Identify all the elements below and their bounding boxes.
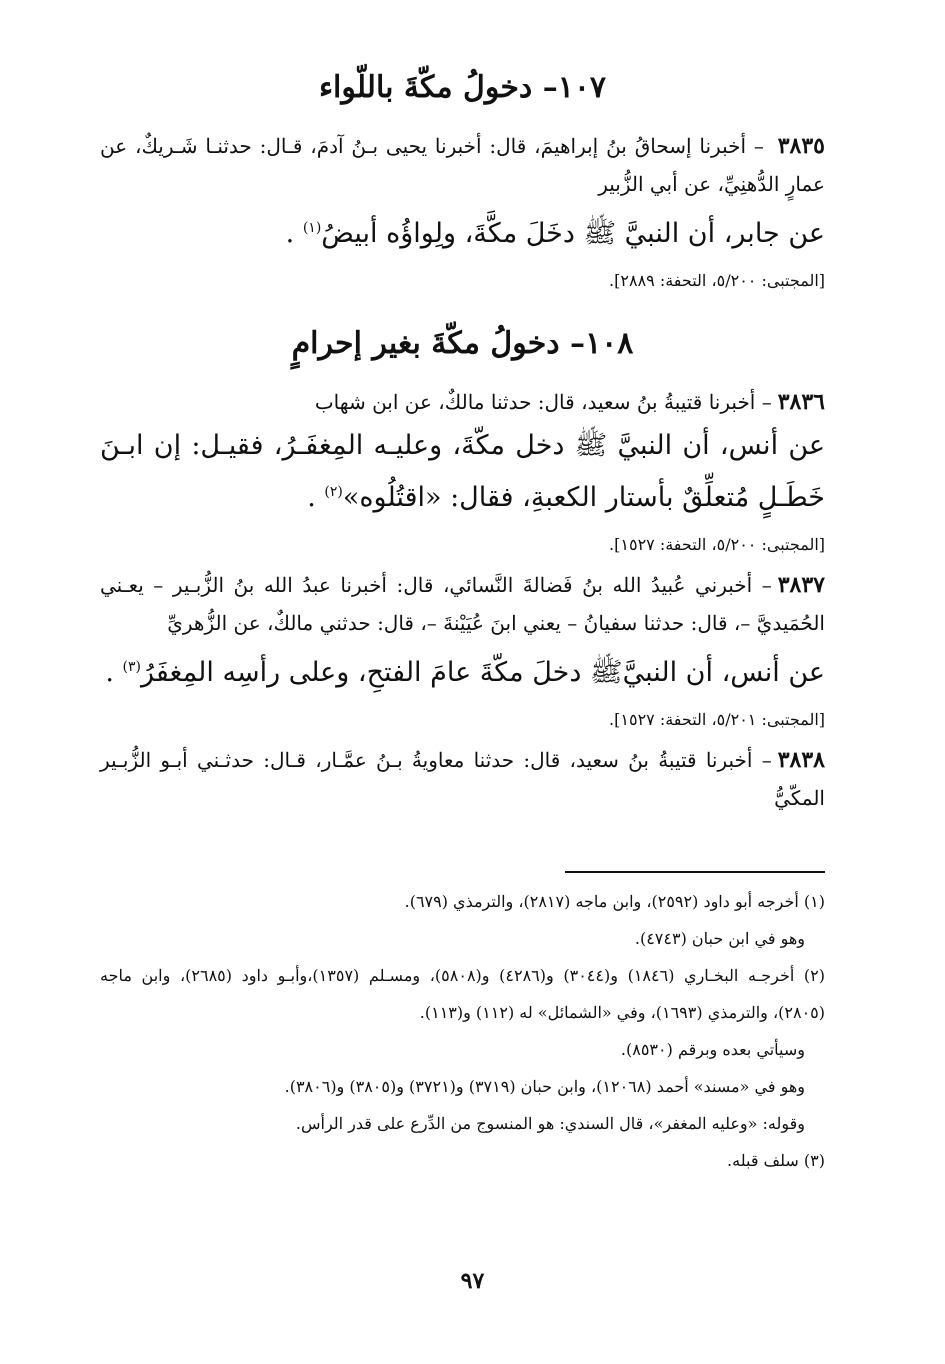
hadith-number: ٣٨٣٧: [777, 572, 825, 598]
footnote-divider: [565, 871, 825, 873]
hadith-matn: [100, 423, 825, 521]
hadith-matn-text: عن أنس، أن النبيَّ ﷺ دخل مكّةَ، وعليـه المِغفَـرُ، فقيـل: إن ابـنَ خَطَـلٍ مُتعلِّقٌ بأستار الكعبةِ، فقال: «اقتُلُوه»: [100, 430, 825, 513]
hadith-number: ٣٨٣٨: [777, 747, 825, 773]
hadith-reference: [المجتبى: ٥/٢٠٠، التحفة: ١٥٢٧].: [609, 535, 825, 554]
footnote-line: (١) أخرجه أبو داود (٢٥٩٢)، وابن ماجه (٢٨١٧)، والترمذي (٦٧٩).: [404, 892, 825, 911]
hadith-matn: [100, 205, 825, 257]
footnote-line: (٣) سلف قبله.: [727, 1151, 825, 1170]
footnote-line: (٢) أخرجـه البخـاري (١٨٤٦) و(٣٠٤٤) و(٤٢٨٦) و(٥٨٠٨)، ومسـلم (١٣٥٧)،وأبـو داود (٢٦٨٥)، وابن ماجه (٢٨٠٥)، والترمذي (١٦٩٣)، وفي «الشمائل» له (١١٢) و(١١٣).: [100, 966, 826, 1022]
hadith-matn-end: .: [285, 218, 303, 249]
hadith-number: ٣٨٣٦: [777, 389, 825, 415]
footnote-line: وهو في ابن حبان (٤٧٤٣).: [634, 929, 805, 948]
hadith-matn-text: عن جابر، أن النبيَّ ﷺ دخَلَ مكَّةَ، ولِواؤُه أبيضُ: [321, 218, 825, 249]
hadith-matn: [100, 644, 825, 696]
hadith-reference: [المجتبى: ٥/٢٠٠، التحفة: ٢٨٨٩].: [609, 271, 825, 290]
hadith-matn-text: عن أنس، أن النبيَّﷺ دخلَ مكّةَ عامَ الفتحِ، وعلى رأسِه المِغفَرُ: [140, 657, 825, 688]
chapter-title: ١٠٧– دخولُ مكّةَ باللّواء: [318, 70, 607, 105]
hadith-isnad-text: – أخبرنا قتيبةُ بنُ سعيد، قال: حدثنا مالكٌ، عن ابن شهاب: [314, 390, 772, 414]
hadith: [100, 741, 825, 817]
hadith-isnad: [100, 383, 825, 421]
footnote-line: وهو في «مسند» أحمد (١٢٠٦٨)، وابن حبان (٣٧١٩) و(٣٧٢١) و(٣٨٠٥) و(٣٨٠٦).: [284, 1077, 805, 1096]
footnotes: [100, 883, 825, 1179]
hadith-isnad: [100, 566, 825, 642]
hadith-number: ٣٨٣٥: [777, 133, 825, 159]
hadith-isnad: [100, 741, 825, 817]
hadith-isnad-text: – أخبرنا إسحاقُ بنُ إبراهيمَ، قال: أخبرنا يحيى بـنُ آدمَ، قـال: حدثنـا شَـريكٌ، عن عمارٍ الدُّهنِيِّ، عن أبي الزُّبير: [100, 134, 825, 196]
footnote-marker[interactable]: (٣): [122, 659, 141, 675]
footnote-line: وسيأتي بعده وبرقم (٨٥٣٠).: [620, 1040, 805, 1059]
hadith-isnad-text: – أخبرنا قتيبةُ بنُ سعيد، قال: حدثنا معاويةُ بـنُ عمَّـار، قـال: حدثـني أبـو الزُّبـير المكّيُّ: [100, 748, 825, 810]
hadith-reference: [المجتبى: ٥/٢٠١، التحفة: ١٥٢٧].: [609, 710, 825, 729]
hadith-isnad: [100, 127, 825, 203]
footnote-marker[interactable]: (١): [302, 220, 322, 236]
hadith-matn-end: .: [307, 482, 325, 513]
hadith: [100, 127, 825, 290]
footnote-marker[interactable]: (٢): [324, 484, 343, 500]
footnote-line: وقوله: «وعليه المغفر»، قال السندي: هو المنسوج من الدِّرع على قدر الرأس.: [295, 1114, 805, 1133]
hadith-isnad-text: – أخبرني عُبيدُ الله بنُ فَضالةَ النَّسائي، قال: أخبرنا عبدُ الله بنُ الزُّبـير – يعـني الحُمَيديَّ –، قال: حدثنا سفيانُ – يعني ابنَ عُيَيْنةَ –، قال: حدثني مالكٌ، عن الزُّهريِّ: [100, 573, 825, 635]
chapter-title: ١٠٨– دخولُ مكّةَ بغير إحرامٍ: [291, 326, 634, 361]
page-number: ٩٧: [460, 1268, 485, 1294]
hadith-matn-end: .: [105, 657, 123, 688]
footnote-rule-wrap: [100, 817, 825, 883]
hadith: [100, 383, 825, 554]
hadith: [100, 566, 825, 729]
